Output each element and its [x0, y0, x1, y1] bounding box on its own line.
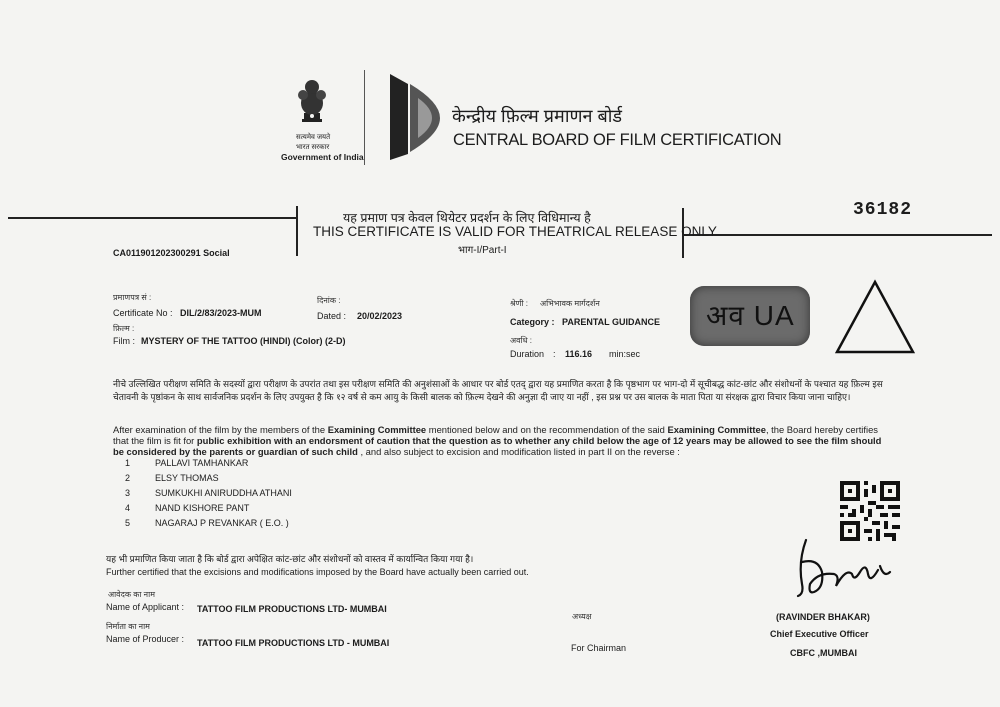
english-text-bold: public exhibition with an endorsment of caution that the question as to whether any child below the age of 12 years may be allowed to see the film should be considered by the parents or guardian of such child	[113, 435, 882, 457]
banner-bracket-left	[296, 206, 298, 256]
film-value: MYSTERY OF THE TATTOO (HINDI) (Color) (2-D)	[141, 336, 346, 346]
producer-label: Name of Producer :	[106, 634, 185, 644]
validity-hindi: यह प्रमाण पत्र केवल थियेटर प्रदर्शन के लिए विधिमान्य है	[343, 211, 591, 225]
board-name-hindi: केन्द्रीय फ़िल्म प्रमाणन बोर्ड	[452, 106, 623, 126]
emblem-motto: सत्यमेव जयते	[296, 134, 331, 141]
member-number: 3	[125, 488, 131, 498]
list-item	[125, 486, 292, 501]
signatory-title: Chief Executive Officer	[770, 629, 869, 639]
english-certification-text	[113, 424, 893, 457]
list-item	[125, 516, 292, 531]
reference-code: CA011901202300291 Social	[113, 248, 230, 258]
banner-rule-right	[684, 234, 992, 236]
hindi-certification-text: नीचे उल्लिखित परीक्षण समिति के सदस्यों द्वारा परीक्षण के उपरांत तथा इस परीक्षण समिति की अनुशंसाओं के आधार पर बोर्ड एतद् द्वारा यह प्रमाणित करता है कि पृष्ठभाग पर भाग-दो में सूचीबद्ध कांट-छांट और संशोधनों के पश्चात यह फ़िल्म इस चेतावनी के पृष्ठांकन के साथ सार्वजनिक प्रदर्शन के लिए उपयुक्त है कि १२ वर्ष से कम आयु के किसी बालक को फ़िल्म देखने की अनुज्ञा दी जाए या नहीं , इस प्रश्न पर उस बालक के माता पिता या संरक्षक द्वारा विचार किया जाना चाहिए।	[113, 379, 883, 402]
caution-triangle-icon	[833, 278, 917, 356]
further-certified-hindi: यह भी प्रमाणित किया जाता है कि बोर्ड द्वारा अपेक्षित कांट-छांट और संशोधनों को वास्तव में कार्यान्वित किया गया है।	[106, 554, 474, 564]
further-certified-english: Further certified that the excisions and modifications imposed by the Board have actually been carried out.	[106, 567, 529, 577]
category-value: PARENTAL GUIDANCE	[562, 317, 661, 327]
duration-value: 116.16	[565, 349, 593, 359]
chairman-hindi: अध्यक्ष	[572, 612, 592, 621]
english-text-part: mentioned below and on the recommendation of the said	[426, 424, 668, 435]
producer-value: TATTOO FILM PRODUCTIONS LTD - MUMBAI	[197, 638, 390, 648]
member-name: ELSY THOMAS	[155, 473, 219, 483]
member-number: 4	[125, 503, 131, 513]
rating-badge-text: अव UA	[706, 300, 795, 331]
english-text-part: , the Board hereby certifies that the film is fit for	[113, 424, 878, 446]
board-name-english: CENTRAL BOARD OF FILM CERTIFICATION	[453, 131, 782, 149]
certificate-no-hindi-label: प्रमाणपत्र सं :	[113, 293, 152, 302]
validity-english: THIS CERTIFICATE IS VALID FOR THEATRICAL RELEASE ONLY	[313, 224, 717, 239]
signatory-name: (RAVINDER BHAKAR)	[776, 612, 870, 622]
header-divider	[364, 70, 365, 165]
member-number: 2	[125, 473, 131, 483]
chairman-english: For Chairman	[571, 643, 627, 653]
member-name: NAGARAJ P REVANKAR ( E.O. )	[155, 518, 289, 528]
english-text-bold: Examining Committee	[667, 424, 766, 435]
applicant-label: Name of Applicant :	[106, 602, 185, 612]
duration-label: Duration	[510, 349, 545, 359]
committee-members-list	[125, 456, 292, 531]
emblem-gov-english: Government of India	[281, 152, 364, 162]
category-hindi-label: श्रेणी :	[510, 299, 528, 308]
emblem-gov-hindi: भारत सरकार	[296, 144, 330, 151]
certificate-no-label: Certificate No :	[113, 308, 173, 318]
list-item	[125, 501, 292, 516]
banner-rule-left	[8, 217, 298, 219]
film-label: Film :	[113, 336, 135, 346]
category-label: Category :	[510, 317, 555, 327]
dated-value: 20/02/2023	[357, 311, 403, 321]
category-hindi-value: अभिभावक मार्गदर्शन	[540, 299, 600, 308]
duration-unit: min:sec	[609, 349, 641, 359]
applicant-hindi-label: आवेदक का नाम	[108, 590, 155, 599]
producer-hindi-label: निर्माता का नाम	[106, 622, 150, 631]
english-text-part: , and also subject to excision and modification listed in part II on the reverse :	[357, 446, 680, 457]
signature-icon	[788, 532, 898, 602]
dated-hindi-label: दिनांक :	[317, 296, 341, 305]
list-item	[125, 471, 292, 486]
member-name: PALLAVI TAMHANKAR	[155, 458, 249, 468]
duration-hindi-label: अवधि :	[510, 336, 532, 345]
list-item	[125, 456, 292, 471]
member-name: SUMKUKHI ANIRUDDHA ATHANI	[155, 488, 292, 498]
member-name: NAND KISHORE PANT	[155, 503, 250, 513]
dated-label: Dated :	[317, 311, 347, 321]
validity-part: भाग-I/Part-I	[458, 245, 507, 256]
english-text-bold: Examining Committee	[327, 424, 427, 435]
cbfc-logo-icon	[388, 72, 444, 162]
duration-separator: :	[553, 349, 556, 359]
certificate-no-value: DIL/2/83/2023-MUM	[180, 308, 262, 318]
serial-number: 36182	[853, 200, 913, 220]
english-text-part: After examination of the film by the members of the	[113, 424, 328, 435]
member-number: 5	[125, 518, 131, 528]
emblem-icon	[292, 75, 332, 135]
member-number: 1	[125, 458, 131, 468]
signatory-office: CBFC ,MUMBAI	[790, 648, 857, 658]
film-hindi-label: फ़िल्म :	[113, 324, 135, 333]
applicant-value: TATTOO FILM PRODUCTIONS LTD- MUMBAI	[197, 604, 387, 614]
